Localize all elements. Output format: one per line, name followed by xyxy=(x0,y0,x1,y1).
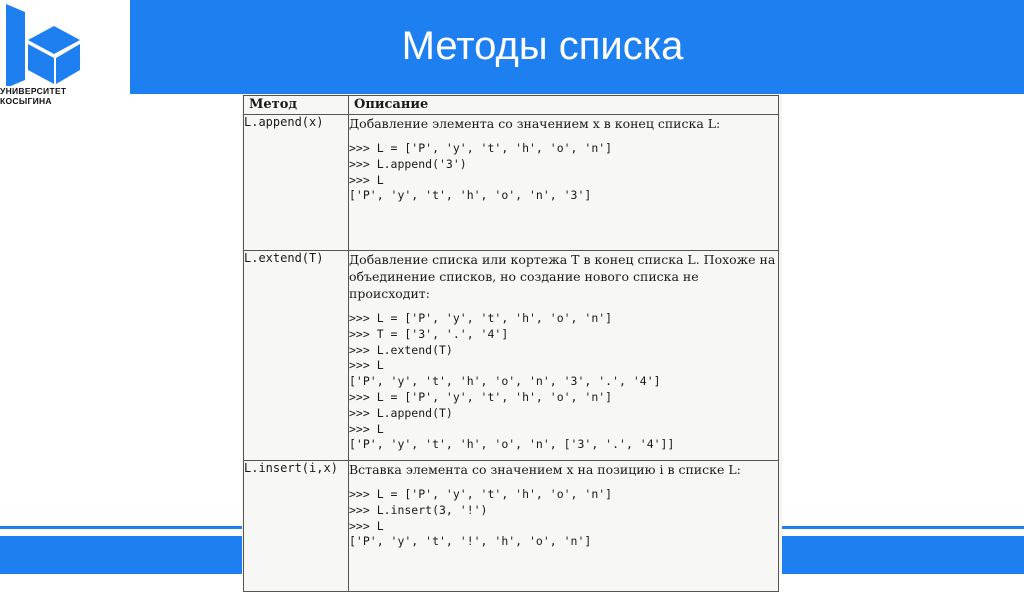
code-line: >>> L xyxy=(349,358,384,373)
logo-line-1: УНИВЕРСИТЕТ xyxy=(0,86,67,96)
table-header-row xyxy=(244,96,779,115)
methods-table-image xyxy=(242,94,782,574)
method-description: Добавление элемента со значением x в конец списка L: xyxy=(349,116,721,131)
footer-band-right xyxy=(782,536,1024,574)
logo xyxy=(0,0,130,112)
slide-title: Методы списка xyxy=(401,24,684,68)
method-description-cell xyxy=(349,115,779,251)
logo-line-2: КОСЫГИНА xyxy=(0,96,52,106)
code-line: >>> L xyxy=(349,172,384,187)
method-description-cell xyxy=(349,251,779,461)
code-line: ['P', 'y', 't', 'h', 'o', 'n', ['3', '.', '4']] xyxy=(349,437,675,452)
footer-stripe-left xyxy=(0,526,242,529)
method-description-cell xyxy=(349,461,779,592)
method-description: Добавление списка или кортежа T в конец списка L. Похоже на объединение списков, но создание нового списка не происходит: xyxy=(349,252,776,301)
column-header-method: Метод xyxy=(244,96,349,115)
code-line: ['P', 'y', 't', 'h', 'o', 'n', '3'] xyxy=(349,188,592,203)
code-line: >>> L.insert(3, '!') xyxy=(349,502,488,517)
method-name: L.append(x) xyxy=(244,115,349,251)
table-row xyxy=(244,461,779,592)
code-line: >>> L = ['P', 'y', 't', 'h', 'o', 'n'] xyxy=(349,311,613,325)
code-line: >>> L.append('3') xyxy=(349,156,467,171)
footer-stripe-right xyxy=(782,526,1024,529)
code-line: >>> L = ['P', 'y', 't', 'h', 'o', 'n'] xyxy=(349,487,613,501)
code-line: >>> L xyxy=(349,421,384,436)
code-line: >>> L = ['P', 'y', 't', 'h', 'o', 'n'] xyxy=(349,389,613,404)
column-header-description: Описание xyxy=(349,96,779,115)
table-row xyxy=(244,251,779,461)
code-line: >>> L = ['P', 'y', 't', 'h', 'o', 'n'] xyxy=(349,141,613,155)
code-line: ['P', 'y', 't', 'h', 'o', 'n', '3', '.', '4'] xyxy=(349,374,661,389)
code-line: >>> L.extend(T) xyxy=(349,342,453,357)
code-line: ['P', 'y', 't', '!', 'h', 'o', 'n'] xyxy=(349,534,592,549)
code-line: >>> L xyxy=(349,518,384,533)
methods-table xyxy=(243,95,779,592)
slide-header xyxy=(130,0,1024,94)
method-name: L.insert(i,x) xyxy=(244,461,349,592)
method-name: L.extend(T) xyxy=(244,251,349,461)
method-description: Вставка элемента со значением x на позицию i в списке L: xyxy=(349,462,741,477)
code-line: >>> T = ['3', '.', '4'] xyxy=(349,326,509,341)
table-row xyxy=(244,115,779,251)
university-logo-icon xyxy=(6,4,86,86)
code-line: >>> L.append(T) xyxy=(349,405,453,420)
footer-band-left xyxy=(0,536,242,574)
